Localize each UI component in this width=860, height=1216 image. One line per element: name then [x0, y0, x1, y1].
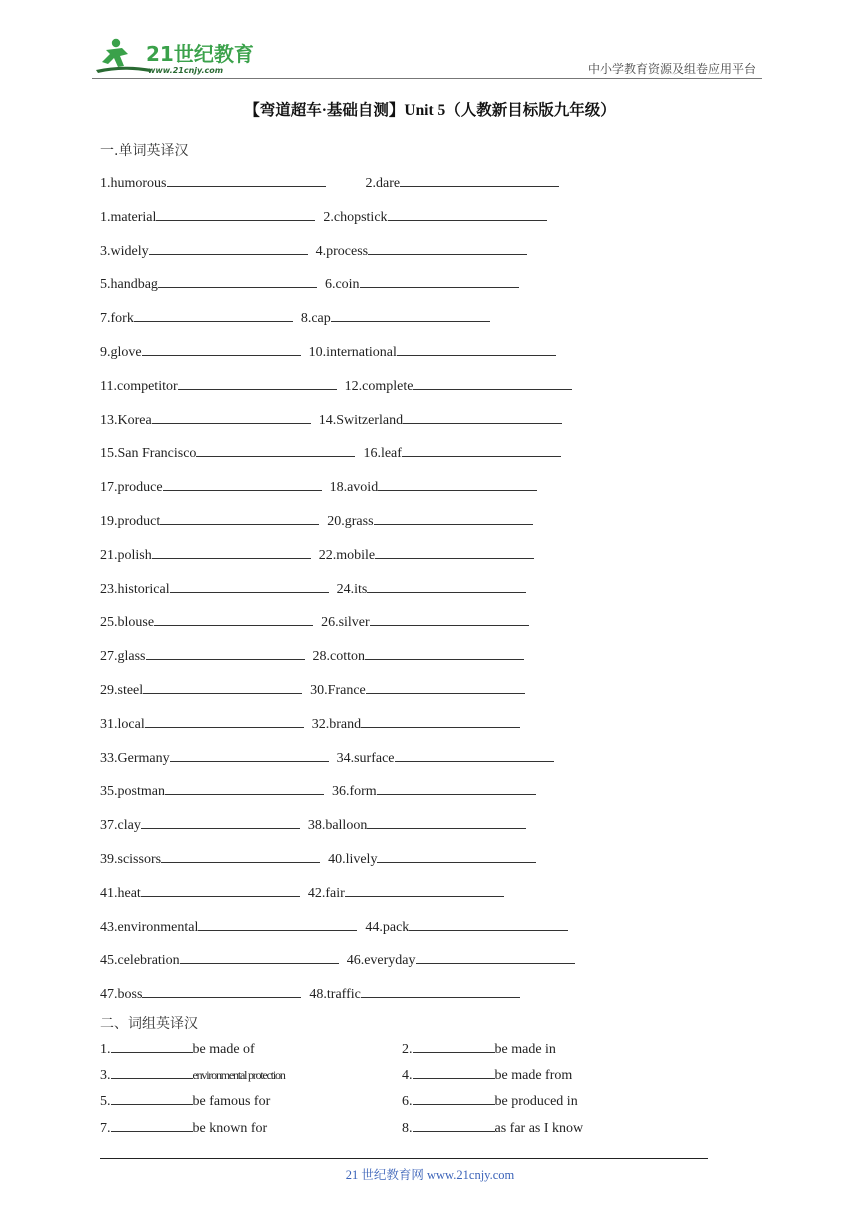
answer-blank[interactable]	[111, 1119, 193, 1132]
vocab-item	[100, 918, 365, 936]
vocab-word: 8.cap	[300, 311, 331, 327]
answer-blank[interactable]	[366, 681, 525, 694]
vocab-row	[100, 309, 583, 343]
section-heading-phrases: 二、词组英译汉	[100, 1016, 198, 1032]
vocab-item	[100, 242, 316, 260]
footer-divider	[100, 1158, 708, 1159]
vocab-item	[316, 242, 536, 260]
phrase-item	[402, 1092, 578, 1110]
answer-blank[interactable]	[154, 613, 313, 626]
vocab-item	[100, 512, 327, 530]
answer-blank[interactable]	[143, 681, 302, 694]
page-footer: 21 世纪教育网 www.21cnjy.com	[345, 1168, 515, 1182]
phrase-item	[402, 1040, 556, 1058]
vocab-item	[100, 208, 323, 226]
vocab-item	[330, 478, 546, 496]
platform-tagline: 中小学教育资源及组卷应用平台	[587, 62, 756, 76]
phrase-number: 6.	[402, 1094, 413, 1110]
vocab-row	[100, 681, 583, 715]
vocab-item	[100, 816, 308, 834]
vocab-item	[345, 377, 581, 395]
phrase-item	[100, 1066, 285, 1084]
answer-blank[interactable]	[142, 343, 301, 356]
vocab-row	[100, 275, 583, 309]
answer-blank[interactable]	[375, 546, 534, 559]
vocab-word: 29.steel	[100, 682, 144, 698]
runner-icon	[96, 39, 152, 73]
phrase-text: be made in	[494, 1042, 556, 1057]
vocab-item	[100, 850, 328, 868]
vocab-row	[100, 884, 583, 918]
vocab-word: 41.heat	[100, 885, 141, 901]
svg-text:21世纪教育: 21世纪教育	[146, 42, 254, 66]
page-header	[92, 36, 764, 78]
vocab-word: 47.boss	[100, 987, 143, 1003]
vocab-row	[100, 816, 583, 850]
answer-blank[interactable]	[367, 816, 526, 829]
page-title: 【弯道超车·基础自测】Unit 5（人教新目标版九年级）	[244, 102, 616, 119]
vocab-row	[100, 208, 583, 242]
phrase-number: 8.	[402, 1120, 413, 1136]
vocab-row	[100, 411, 583, 445]
answer-blank[interactable]	[145, 715, 304, 728]
vocab-word: 1.material	[100, 209, 157, 225]
vocab-item	[100, 411, 319, 429]
answer-blank[interactable]	[403, 411, 562, 424]
phrase-text: environmental protection	[192, 1068, 285, 1083]
answer-blank[interactable]	[170, 580, 329, 593]
vocab-word: 39.scissors	[100, 851, 162, 867]
vocab-word: 17.produce	[100, 480, 163, 496]
phrase-number: 4.	[402, 1068, 413, 1084]
vocab-item	[308, 816, 535, 834]
vocab-row	[100, 782, 583, 816]
answer-blank[interactable]	[170, 749, 329, 762]
vocab-item	[100, 749, 337, 767]
vocab-word: 34.surface	[336, 750, 395, 766]
vocab-item	[100, 951, 347, 969]
vocab-word: 36.form	[331, 784, 377, 800]
vocab-item	[325, 275, 527, 293]
answer-blank[interactable]	[377, 782, 536, 795]
answer-blank[interactable]	[161, 850, 320, 863]
vocab-word: 31.local	[100, 716, 145, 732]
vocab-word: 12.complete	[344, 378, 414, 394]
vocab-row	[100, 749, 583, 783]
answer-blank[interactable]	[365, 647, 524, 660]
vocab-item	[312, 715, 528, 733]
answer-blank[interactable]	[413, 1119, 495, 1132]
phrase-text: be famous for	[192, 1094, 271, 1110]
vocab-item	[100, 985, 309, 1003]
vocab-item	[100, 309, 301, 327]
vocab-word: 38.balloon	[307, 818, 368, 834]
answer-blank[interactable]	[146, 647, 305, 660]
answer-blank[interactable]	[368, 242, 527, 255]
vocab-item	[337, 580, 535, 598]
phrase-item	[100, 1092, 270, 1110]
vocab-item	[347, 951, 583, 969]
answer-blank[interactable]	[413, 1040, 495, 1053]
vocab-item	[100, 715, 312, 733]
vocab-item	[328, 850, 544, 868]
vocab-item	[100, 275, 325, 293]
vocab-item	[100, 377, 345, 395]
phrase-text: as far as I know	[494, 1120, 584, 1136]
vocab-word: 25.blouse	[100, 615, 155, 631]
answer-blank[interactable]	[395, 749, 554, 762]
phrase-text: be produced in	[494, 1094, 578, 1110]
answer-blank[interactable]	[374, 512, 533, 525]
answer-blank[interactable]	[400, 174, 559, 187]
answer-blank[interactable]	[360, 275, 519, 288]
vocab-word: 43.environmental	[100, 919, 199, 935]
vocab-row	[100, 242, 583, 276]
vocab-word: 18.avoid	[329, 480, 379, 496]
answer-blank[interactable]	[361, 985, 520, 998]
answer-blank[interactable]	[331, 309, 490, 322]
phrase-number: 1.	[100, 1042, 111, 1057]
phrase-row	[100, 1066, 700, 1092]
header-divider	[92, 78, 762, 79]
answer-blank[interactable]	[141, 816, 300, 829]
vocab-item	[100, 782, 332, 800]
phrase-item	[402, 1066, 572, 1084]
vocab-word: 21.polish	[100, 547, 152, 563]
vocab-word: 10.international	[308, 344, 397, 360]
vocab-item	[319, 546, 542, 564]
vocab-row	[100, 918, 583, 952]
vocab-word: 5.handbag	[100, 277, 158, 293]
phrase-item	[100, 1119, 267, 1137]
answer-blank[interactable]	[361, 715, 520, 728]
answer-blank[interactable]	[196, 444, 355, 457]
phrase-row	[100, 1040, 700, 1066]
vocab-word: 42.fair	[307, 885, 345, 901]
vocab-word: 44.pack	[365, 919, 410, 935]
vocab-word: 7.fork	[100, 311, 134, 327]
vocab-word: 19.product	[100, 513, 161, 529]
answer-blank[interactable]	[345, 884, 504, 897]
phrase-text: be made of	[192, 1042, 255, 1057]
vocab-word: 22.mobile	[318, 547, 376, 563]
vocab-row	[100, 512, 583, 546]
phrase-list	[100, 1040, 700, 1145]
vocab-item	[309, 343, 564, 361]
vocab-word: 14.Switzerland	[318, 412, 404, 428]
vocab-item	[366, 174, 568, 192]
vocab-item	[100, 478, 330, 496]
vocab-item	[100, 343, 309, 361]
vocab-item	[323, 208, 554, 226]
vocab-row	[100, 478, 583, 512]
vocab-row	[100, 951, 583, 985]
answer-blank[interactable]	[402, 444, 561, 457]
vocab-row	[100, 377, 583, 411]
vocab-word: 6.coin	[324, 277, 360, 293]
answer-blank[interactable]	[142, 985, 301, 998]
vocab-word: 2.dare	[365, 176, 401, 191]
vocab-row	[100, 850, 583, 884]
vocab-word: 16.leaf	[363, 446, 402, 462]
vocab-item	[100, 681, 310, 699]
answer-blank[interactable]	[388, 208, 547, 221]
vocab-item	[313, 647, 533, 665]
answer-blank[interactable]	[397, 343, 556, 356]
answer-blank[interactable]	[163, 478, 322, 491]
answer-blank[interactable]	[367, 580, 526, 593]
vocab-item	[321, 613, 537, 631]
vocab-word: 3.widely	[100, 243, 149, 259]
vocab-row	[100, 546, 583, 580]
answer-blank[interactable]	[178, 377, 337, 390]
answer-blank[interactable]	[141, 884, 300, 897]
vocab-item	[100, 174, 366, 192]
vocab-word: 33.Germany	[100, 750, 170, 766]
phrase-number: 3.	[100, 1068, 111, 1084]
answer-blank[interactable]	[409, 918, 568, 931]
vocab-item	[319, 411, 570, 429]
vocab-word: 26.silver	[321, 615, 370, 631]
vocab-word: 13.Korea	[100, 412, 152, 428]
answer-blank[interactable]	[111, 1066, 193, 1079]
phrase-row	[100, 1119, 700, 1145]
vocab-item	[100, 647, 313, 665]
vocab-item	[365, 918, 576, 936]
vocab-row	[100, 613, 583, 647]
vocab-item	[100, 884, 308, 902]
answer-blank[interactable]	[160, 512, 319, 525]
vocab-word: 1.humorous	[100, 176, 167, 191]
vocab-word: 35.postman	[100, 784, 165, 800]
vocab-word: 23.historical	[100, 581, 170, 597]
phrase-text: be made from	[494, 1068, 573, 1084]
logo-21cnjy	[92, 36, 262, 78]
vocab-word: 27.glass	[100, 649, 146, 665]
vocab-item	[100, 444, 363, 462]
answer-blank[interactable]	[156, 208, 315, 221]
vocab-word: 2.chopstick	[323, 209, 388, 225]
vocab-word: 20.grass	[327, 513, 374, 529]
vocab-word: 11.competitor	[100, 378, 178, 394]
answer-blank[interactable]	[158, 275, 317, 288]
phrase-item	[402, 1119, 583, 1137]
vocab-item	[100, 613, 321, 631]
vocab-word: 30.France	[310, 682, 366, 698]
vocab-list	[100, 174, 583, 1019]
vocab-item	[301, 309, 498, 327]
answer-blank[interactable]	[149, 242, 308, 255]
vocab-item	[100, 580, 337, 598]
vocab-row	[100, 580, 583, 614]
answer-blank[interactable]	[413, 1066, 495, 1079]
phrase-number: 5.	[100, 1094, 111, 1110]
vocab-item	[332, 782, 544, 800]
answer-blank[interactable]	[198, 918, 357, 931]
vocab-row	[100, 715, 583, 749]
vocab-word: 40.lively	[328, 851, 378, 867]
vocab-item	[309, 985, 527, 1003]
answer-blank[interactable]	[416, 951, 575, 964]
answer-blank[interactable]	[152, 411, 311, 424]
vocab-word: 48.traffic	[309, 987, 361, 1003]
answer-blank[interactable]	[111, 1092, 193, 1105]
vocab-word: 24.its	[336, 581, 368, 597]
vocab-word: 9.glove	[100, 344, 142, 360]
vocab-row	[100, 444, 583, 478]
answer-blank[interactable]	[180, 951, 339, 964]
vocab-word: 4.process	[315, 243, 369, 259]
phrase-number: 7.	[100, 1120, 111, 1136]
phrase-row	[100, 1092, 700, 1118]
vocab-row	[100, 343, 583, 377]
phrase-text: be known for	[192, 1120, 268, 1136]
answer-blank[interactable]	[111, 1040, 193, 1053]
answer-blank[interactable]	[413, 377, 572, 390]
answer-blank[interactable]	[134, 309, 293, 322]
phrase-item	[100, 1040, 255, 1058]
phrase-number: 2.	[402, 1042, 413, 1057]
vocab-word: 32.brand	[311, 716, 362, 732]
section-heading-vocab: 一.单词英译汉	[100, 143, 189, 159]
vocab-item	[308, 884, 512, 902]
answer-blank[interactable]	[370, 613, 529, 626]
vocab-item	[337, 749, 562, 767]
vocab-word: 15.San Francisco	[100, 446, 197, 462]
answer-blank[interactable]	[167, 174, 326, 187]
vocab-item	[310, 681, 533, 699]
answer-blank[interactable]	[165, 782, 324, 795]
vocab-word: 46.everyday	[346, 953, 416, 969]
answer-blank[interactable]	[378, 478, 537, 491]
answer-blank[interactable]	[377, 850, 536, 863]
vocab-item	[327, 512, 540, 530]
vocab-row	[100, 174, 583, 208]
answer-blank[interactable]	[413, 1092, 495, 1105]
svg-text:www.21cnjy.com: www.21cnjy.com	[148, 66, 224, 75]
vocab-item	[363, 444, 568, 462]
vocab-item	[100, 546, 319, 564]
vocab-word: 45.celebration	[100, 953, 180, 969]
vocab-word: 37.clay	[100, 818, 141, 834]
answer-blank[interactable]	[152, 546, 311, 559]
vocab-word: 28.cotton	[312, 649, 365, 665]
vocab-row	[100, 647, 583, 681]
